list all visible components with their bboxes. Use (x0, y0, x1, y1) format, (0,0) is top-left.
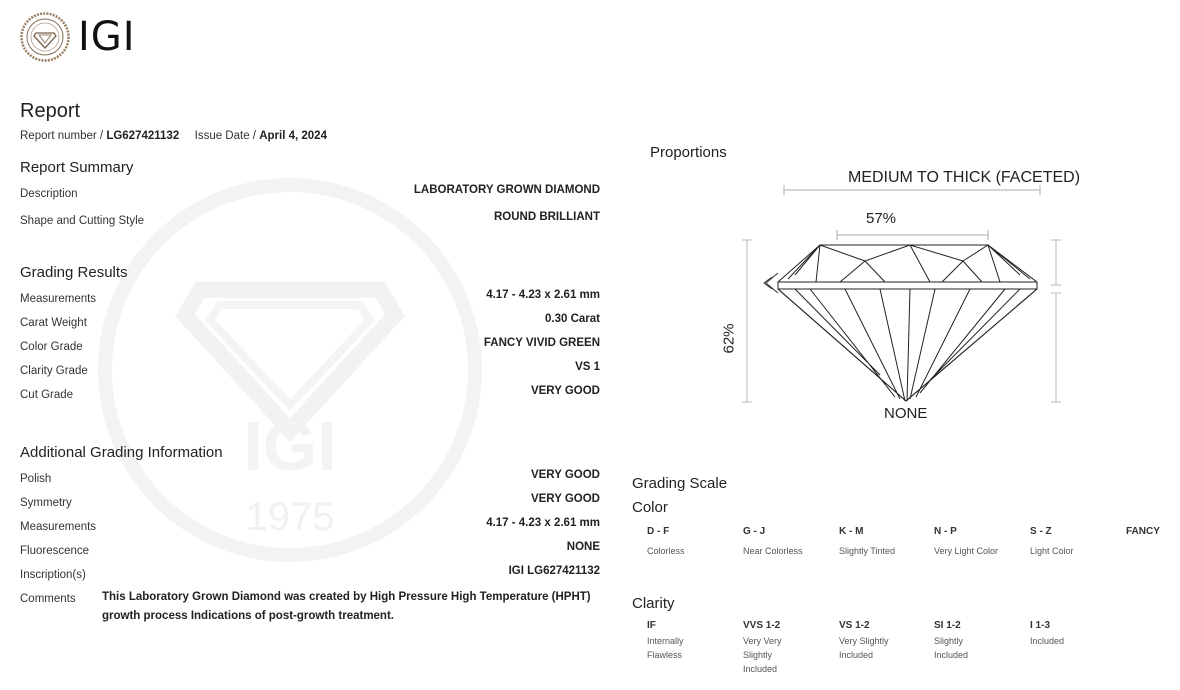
color-scale-desc: Slightly Tinted (839, 546, 896, 556)
comments-label: Comments (20, 593, 76, 605)
color-scale-code: N - P (934, 526, 957, 537)
clarity-scale-desc (934, 634, 968, 662)
comments-line-1: This Laboratory Grown Diamond was created by High Pressure High Temperature (HPHT) (102, 591, 591, 603)
grading-label-clarity: Clarity Grade (20, 365, 88, 377)
comments-line-2: growth process Indications of post-growth treatment. (102, 610, 394, 622)
clarity-scale-code: VVS 1-2 (743, 620, 781, 631)
additional-value-inscription: IGI LG627421132 (508, 565, 600, 577)
crown-pavilion-measure-lines (1051, 240, 1061, 402)
depth-measure-line (742, 240, 752, 402)
watermark-seal (95, 70, 485, 630)
report-meta (20, 130, 327, 142)
clarity-scale-code: IF (647, 620, 656, 631)
girdle-label: MEDIUM TO THICK (FACETED) (848, 169, 1081, 186)
additional-label-fluorescence: Fluorescence (20, 545, 90, 557)
additional-value-polish: VERY GOOD (530, 469, 600, 481)
comments-text (102, 588, 602, 626)
svg-text:IGI: IGI (243, 407, 337, 485)
summary-label-description: Description (20, 188, 78, 200)
depth-percent-label: 62% (720, 323, 738, 354)
summary-label-shape: Shape and Cutting Style (20, 215, 145, 227)
color-scale-desc: Light Color (1030, 546, 1074, 556)
grading-value-color: FANCY VIVID GREEN (483, 337, 600, 349)
grading-label-carat: Carat Weight (20, 317, 87, 329)
report-number: LG627421132 (106, 130, 180, 142)
girdle-arrow-icon (764, 273, 778, 293)
culet-label: NONE (884, 405, 928, 422)
diamond-proportions-diagram (720, 165, 1080, 425)
clarity-scale-desc (647, 634, 684, 662)
watermark-year: 1975 (245, 495, 335, 539)
color-scale-code: D - F (647, 526, 670, 537)
additional-label-symmetry: Symmetry (20, 497, 72, 509)
color-scale-desc: Very Light Color (934, 546, 999, 556)
diamond-outline (778, 245, 1037, 401)
grading-label-cut: Cut Grade (20, 389, 74, 401)
additional-label-measurements: Measurements (20, 521, 97, 533)
clarity-desc-line: Included (743, 664, 778, 674)
clarity-scale-title: Clarity (632, 595, 675, 612)
summary-value-shape: ROUND BRILLIANT (493, 211, 600, 223)
color-scale-code: K - M (839, 526, 864, 537)
issue-date: April 4, 2024 (259, 130, 327, 142)
additional-title: Additional Grading Information (20, 444, 223, 461)
clarity-desc-line: Very Slightly (839, 636, 889, 646)
grading-scale-title: Grading Scale (632, 475, 728, 492)
grading-value-cut: VERY GOOD (530, 385, 600, 397)
clarity-scale-desc (743, 634, 782, 676)
clarity-desc-line: Internally (647, 636, 684, 646)
report-number-label: Report number / (20, 130, 104, 142)
grading-value-clarity: VS 1 (575, 361, 600, 373)
brand-logo-text: IGI (78, 14, 136, 60)
report-title: Report (20, 100, 81, 122)
clarity-scale-code: SI 1-2 (934, 620, 961, 631)
clarity-desc-line: Included (934, 650, 969, 660)
color-scale-code: S - Z (1030, 526, 1052, 537)
igi-seal-logo-icon (20, 12, 70, 62)
additional-label-inscription: Inscription(s) (20, 569, 86, 581)
additional-value-symmetry: VERY GOOD (530, 493, 600, 505)
color-scale-desc: Near Colorless (743, 546, 803, 556)
color-scale-desc: Colorless (647, 546, 685, 556)
table-measure-line (837, 230, 988, 240)
clarity-desc-line: Slightly (934, 636, 964, 646)
grading-value-measurements: 4.17 - 4.23 x 2.61 mm (486, 289, 600, 301)
color-scale-title: Color (632, 499, 668, 516)
clarity-scale-code: VS 1-2 (839, 620, 870, 631)
additional-label-polish: Polish (20, 473, 52, 485)
proportions-title: Proportions (650, 144, 727, 161)
table-percent-label: 57% (866, 210, 897, 227)
grading-label-color: Color Grade (20, 341, 83, 353)
additional-value-measurements: 4.17 - 4.23 x 2.61 mm (486, 517, 600, 529)
clarity-desc-line: Slightly (743, 650, 773, 660)
clarity-scale-desc (839, 634, 889, 662)
clarity-desc-line: Included (839, 650, 874, 660)
clarity-desc-line: Included (1030, 636, 1065, 646)
summary-value-description: LABORATORY GROWN DIAMOND (413, 184, 600, 196)
color-scale-code: FANCY (1126, 526, 1160, 537)
grading-value-carat: 0.30 Carat (545, 313, 600, 325)
grading-label-measurements: Measurements (20, 293, 97, 305)
clarity-desc-line: Flawless (647, 650, 683, 660)
additional-value-fluorescence: NONE (566, 541, 600, 553)
grading-title: Grading Results (20, 264, 128, 281)
clarity-scale-code: I 1-3 (1030, 620, 1051, 631)
summary-title: Report Summary (20, 159, 134, 176)
issue-date-label: Issue Date / (194, 130, 256, 142)
color-scale-code: G - J (743, 526, 766, 537)
clarity-scale-desc (1030, 634, 1064, 648)
clarity-desc-line: Very Very (743, 636, 782, 646)
